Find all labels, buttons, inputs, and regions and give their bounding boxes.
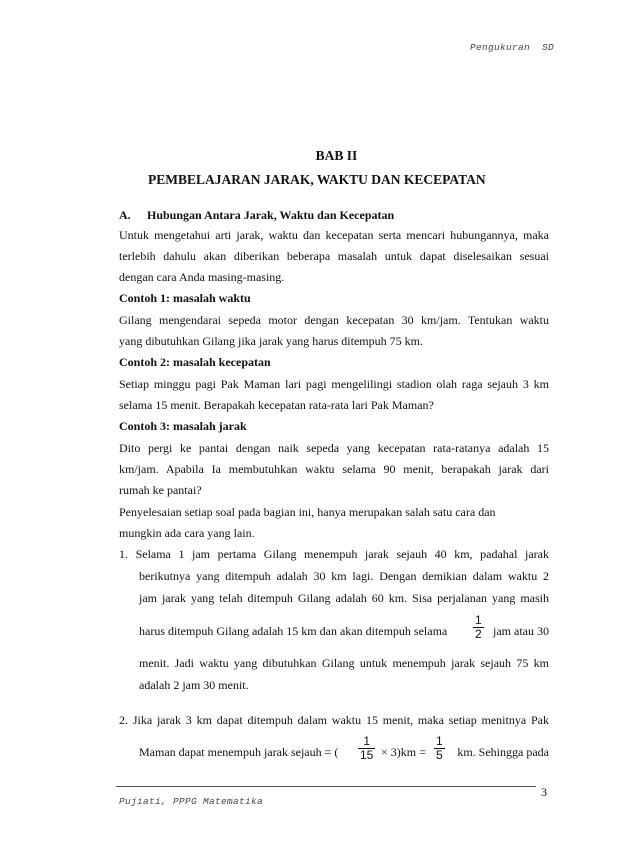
example-3-line-3: rumah ke pantai? <box>119 483 202 497</box>
footer-author: Pujiati, PPPG Matematika <box>119 796 264 807</box>
solution-intro-line-2: mungkin ada cara yang lain. <box>119 526 255 540</box>
answer-2-line-2-start: Maman dapat menempuh jarak sejauh = ( <box>139 745 339 759</box>
fraction-denominator: 5 <box>436 748 443 762</box>
section-number: A. <box>119 208 131 222</box>
page-number: 3 <box>541 785 547 799</box>
example-1-line-1: Gilang mengendarai sepeda motor dengan kecepatan 30 km/jam. Tentukan waktu <box>119 313 549 327</box>
answer-1-line-6: adalah 2 jam 30 menit. <box>139 678 249 692</box>
example-3-line-2: km/jam. Apabila Ia membutuhkan waktu selama 90 menit, berapakah jarak dari <box>119 462 549 476</box>
fraction-numerator: 1 <box>475 613 482 627</box>
example-1-line-2: yang dibutuhkan Gilang jika jarak yang harus ditempuh 75 km. <box>119 334 423 348</box>
answer-2-line-2-middle: × 3)km = <box>381 745 426 759</box>
solution-intro-line-1: Penyelesaian setiap soal pada bagian ini, hanya merupakan salah satu cara dan <box>119 505 496 519</box>
fraction-one-half <box>473 614 484 641</box>
fraction-one-fifteenth <box>358 735 375 762</box>
fraction-numerator: 1 <box>363 734 371 748</box>
answer-1-line-3: jam jarak yang telah ditempuh Gilang adalah 60 km. Sisa perjalanan yang masih <box>139 591 549 605</box>
answer-1-line-1: 1. Selama 1 jam pertama Gilang menempuh jarak sejauh 40 km, padahal jarak <box>119 547 549 561</box>
fraction-one-fifth <box>434 735 445 762</box>
fraction-numerator: 1 <box>436 734 443 748</box>
running-header: Pengukuran SD <box>469 42 554 53</box>
fraction-denominator: 15 <box>360 748 374 762</box>
answer-2-line-2-end: km. Sehingga pada <box>457 745 549 759</box>
example-2-line-1: Setiap minggu pagi Pak Maman lari pagi mengelilingi stadion olah raga sejauh 3 km <box>119 377 549 391</box>
example-1-title: Contoh 1: masalah waktu <box>119 291 251 305</box>
intro-line-2: terlebih dahulu akan diberikan beberapa masalah untuk dapat diselesaikan sesuai <box>119 249 549 263</box>
example-3-title: Contoh 3: masalah jarak <box>119 419 247 433</box>
answer-1-line-5: menit. Jadi waktu yang dibutuhkan Gilang untuk menempuh jarak sejauh 75 km <box>139 656 549 670</box>
answer-2-line-1: 2. Jika jarak 3 km dapat ditempuh dalam waktu 15 menit, maka setiap menitnya Pak <box>119 713 549 727</box>
chapter-title: PEMBELAJARAN JARAK, WAKTU DAN KECEPATAN <box>148 172 486 187</box>
example-2-line-2: selama 15 menit. Berapakah kecepatan rata-rata lari Pak Maman? <box>119 398 434 412</box>
footer-divider <box>116 786 536 787</box>
example-3-line-1: Dito pergi ke pantai dengan naik sepeda yang kecepatan rata-ratanya adalah 15 <box>119 441 549 455</box>
answer-1-line-4-end: jam atau 30 <box>493 624 549 638</box>
fraction-denominator: 2 <box>475 627 482 641</box>
intro-line-1: Untuk mengetahui arti jarak, waktu dan kecepatan serta mencari hubungannya, maka <box>119 228 549 242</box>
section-title: Hubungan Antara Jarak, Waktu dan Kecepatan <box>147 208 395 222</box>
intro-line-3: dengan cara Anda masing-masing. <box>119 270 285 284</box>
answer-1-line-4-start: harus ditempuh Gilang adalah 15 km dan akan ditempuh selama <box>139 624 448 638</box>
example-2-title: Contoh 2: masalah kecepatan <box>119 355 271 369</box>
answer-1-line-2: berikutnya yang ditempuh adalah 30 km lagi. Dengan demikian dalam waktu 2 <box>139 569 549 583</box>
chapter-number: BAB II <box>315 148 358 163</box>
